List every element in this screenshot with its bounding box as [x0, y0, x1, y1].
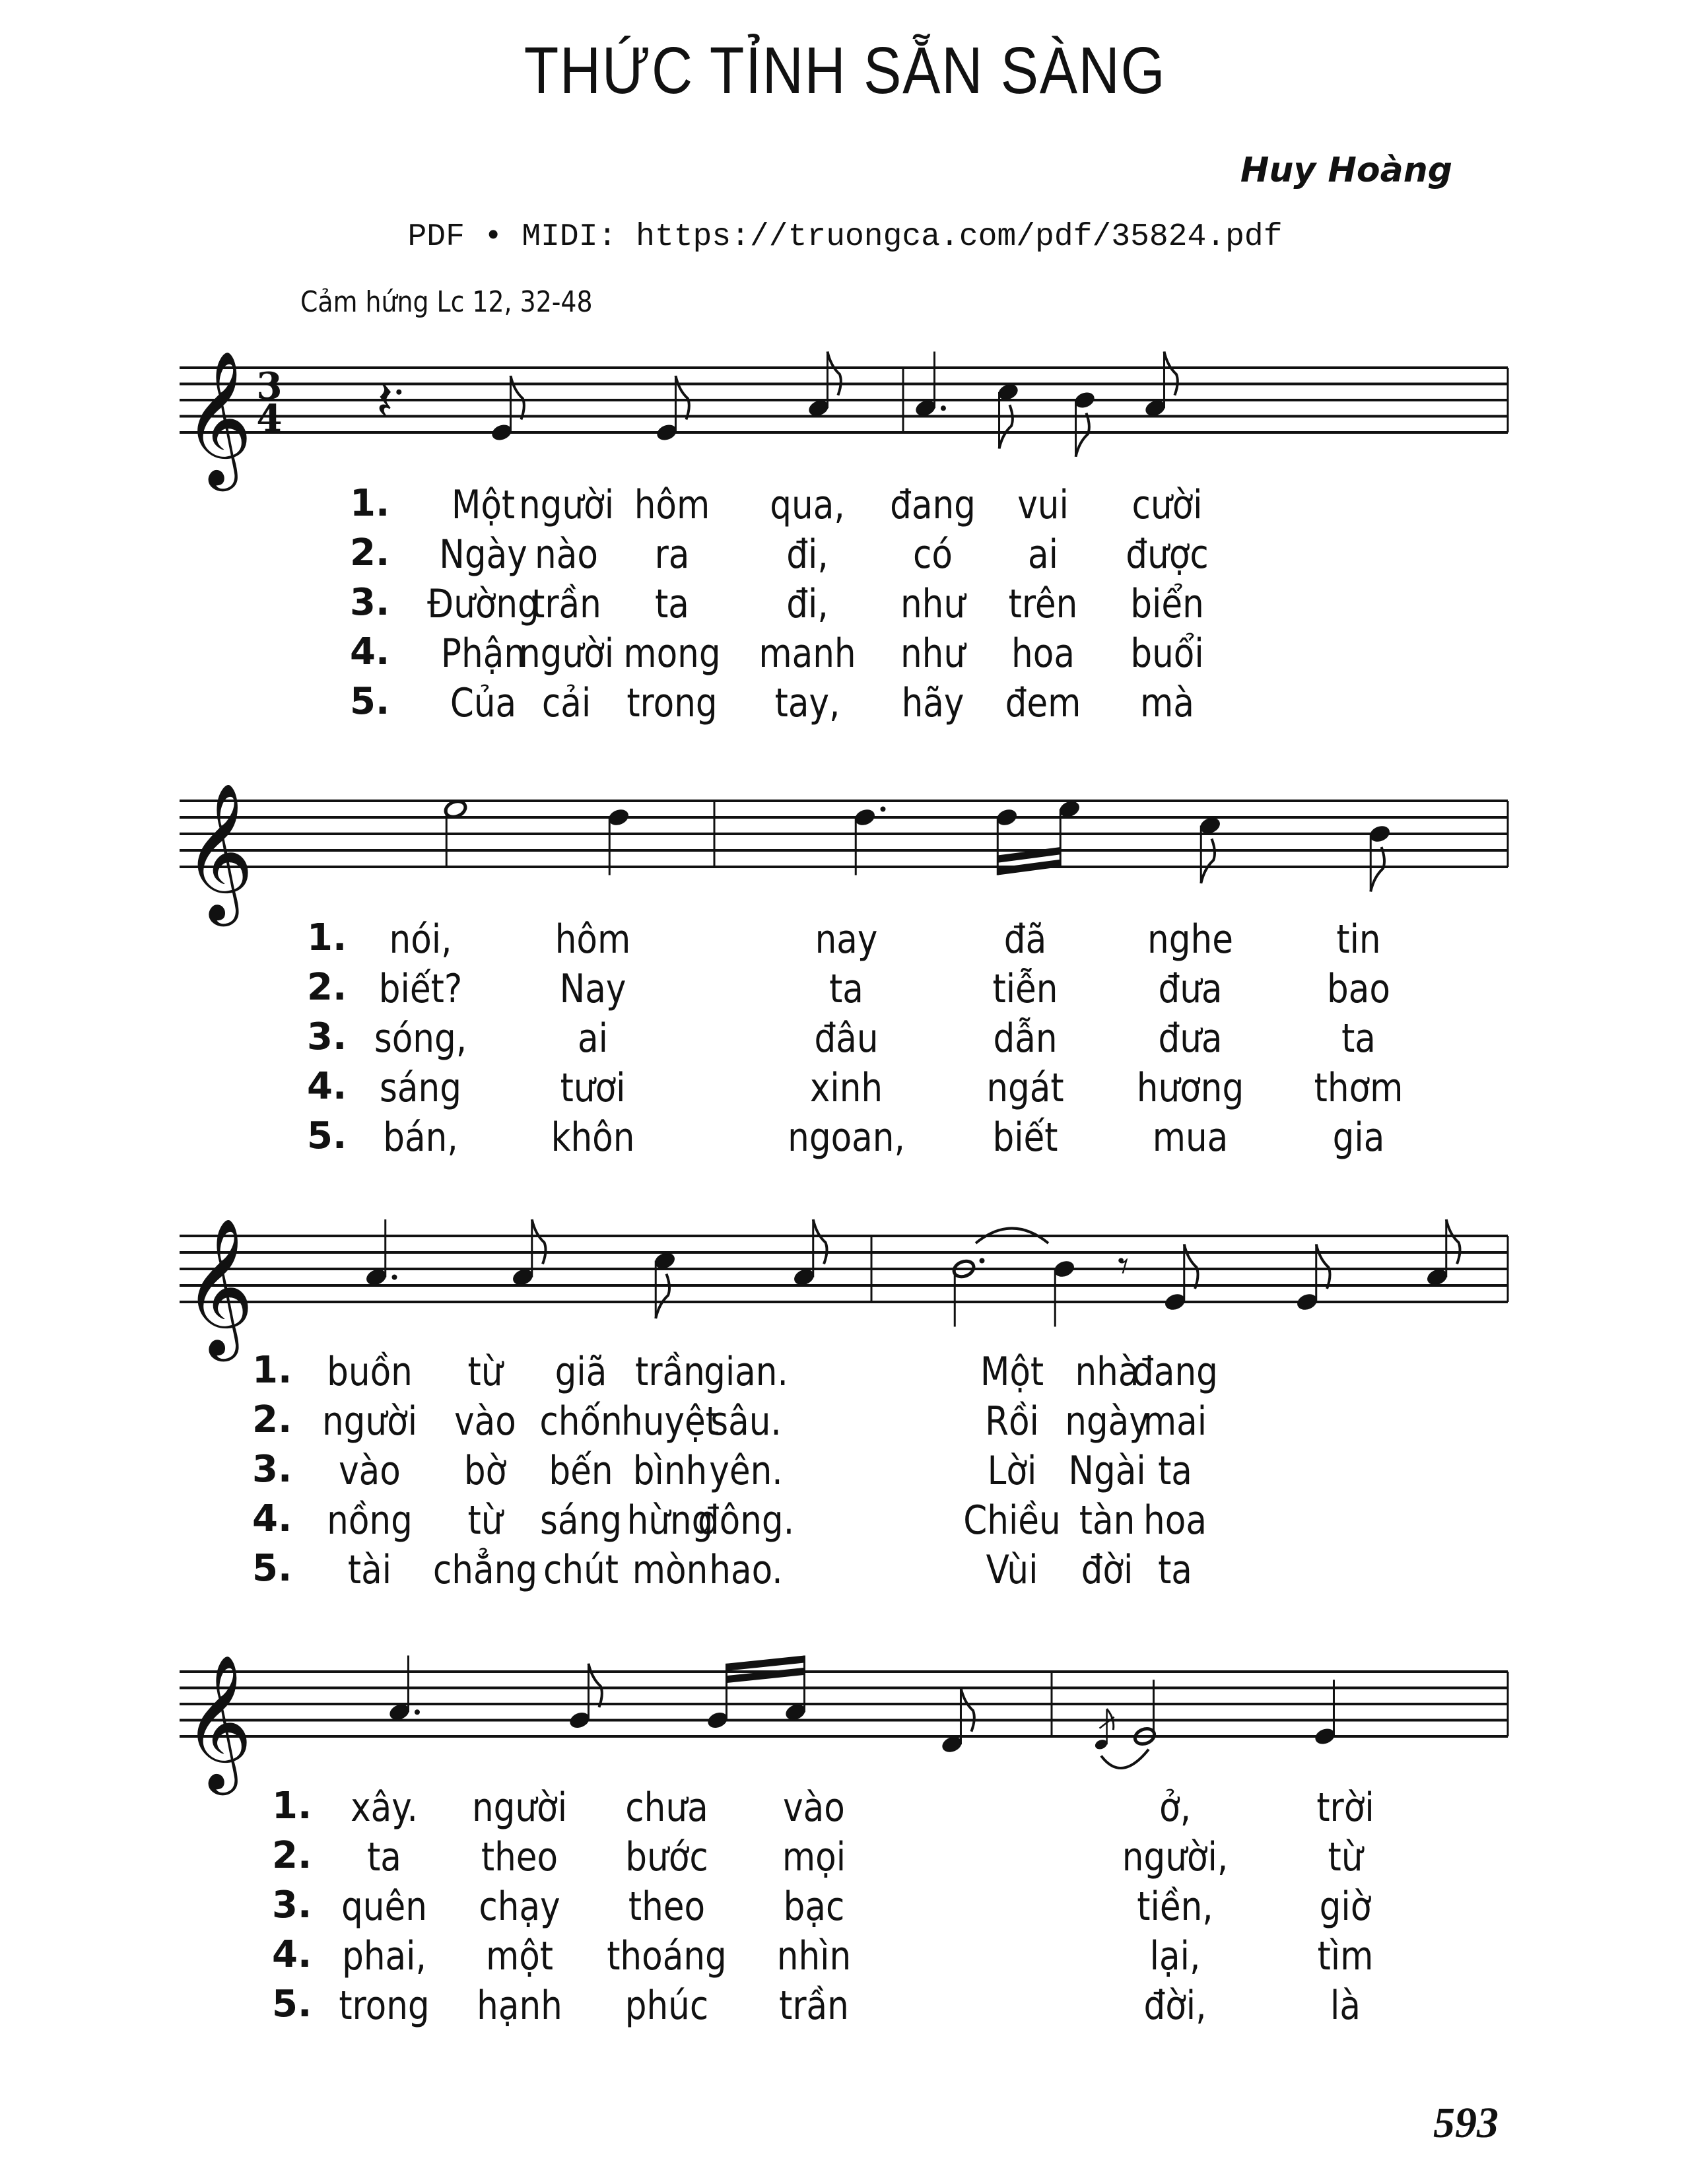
- lyric-word: như: [900, 631, 966, 677]
- verse-number: 5.: [307, 1114, 347, 1157]
- lyric-word: nồng: [327, 1497, 413, 1544]
- verse-row: [0, 1448, 1690, 1497]
- lyric-word: người: [518, 631, 615, 677]
- verse-row: [0, 1983, 1690, 2032]
- lyric-word: đi,: [786, 531, 828, 578]
- lyric-word: mong: [623, 631, 721, 677]
- verse-row: [0, 1015, 1690, 1065]
- lyric-word: sáng: [380, 1065, 461, 1111]
- lyric-word: ta: [367, 1834, 401, 1880]
- lyric-word: bờ: [463, 1448, 507, 1494]
- lyric-word: có: [913, 531, 953, 578]
- verse-row: [0, 531, 1690, 581]
- lyric-word: hoa: [1011, 631, 1075, 677]
- eighth-flag: [827, 352, 840, 395]
- eighth-flag: [1076, 413, 1089, 457]
- lyric-word: huyệt: [621, 1398, 719, 1445]
- verse-number: 2.: [252, 1398, 292, 1441]
- lyric-word: tìm: [1317, 1933, 1374, 1979]
- lyric-word: một: [485, 1933, 554, 1979]
- treble-clef-icon: 𝄞: [184, 782, 254, 920]
- lyric-word: biết?: [378, 966, 463, 1012]
- lyric-word: dẫn: [993, 1015, 1058, 1062]
- lyric-word: chốn: [539, 1398, 623, 1445]
- lyric-word: ai: [1028, 531, 1058, 578]
- lyric-word: qua,: [770, 482, 845, 528]
- lyric-word: mà: [1140, 680, 1194, 726]
- lyric-word: Ngài: [1068, 1448, 1146, 1494]
- lyric-word: người: [471, 1785, 568, 1831]
- lyric-word: bến: [549, 1448, 613, 1494]
- sixteenth-beam: [997, 860, 1060, 875]
- lyric-word: bình: [632, 1448, 708, 1494]
- lyric-word: đưa: [1158, 966, 1223, 1012]
- lyric-word: ở,: [1159, 1785, 1191, 1831]
- verse-number: 4.: [252, 1497, 292, 1540]
- lyric-word: sâu.: [710, 1398, 782, 1445]
- lyric-word: xây.: [351, 1785, 418, 1831]
- lyric-word: đi,: [786, 581, 828, 627]
- lyric-word: ta: [1158, 1448, 1192, 1494]
- verse-row: [0, 966, 1690, 1015]
- eighth-flag: [532, 1219, 546, 1264]
- lyric-word: nghe: [1147, 916, 1233, 963]
- time-signature: [256, 364, 282, 440]
- lyric-word: đã: [1003, 916, 1047, 963]
- lyric-word: đưa: [1158, 1015, 1223, 1062]
- verse-row: [0, 631, 1690, 680]
- lyric-word: ta: [1341, 1015, 1376, 1062]
- lyric-word: trời: [1316, 1785, 1374, 1831]
- lyric-word: sáng: [540, 1497, 622, 1544]
- lyric-word: ra: [654, 531, 690, 578]
- lyric-word: ai: [578, 1015, 608, 1062]
- scripture-inspiration: Cảm hứng Lc 12, 32-48: [300, 285, 593, 319]
- lyric-word: Của: [450, 680, 517, 726]
- lyric-word: Nay: [559, 966, 626, 1012]
- lyric-word: sóng,: [374, 1015, 467, 1062]
- verse-number: 5.: [272, 1983, 312, 2026]
- lyric-word: Đường: [427, 581, 539, 627]
- verse-number: 4.: [272, 1933, 312, 1976]
- lyric-word: chưa: [625, 1785, 708, 1831]
- eighth-rest-icon: 𝄾: [1118, 1241, 1130, 1291]
- lyric-word: hao.: [709, 1547, 783, 1593]
- lyric-word: trần: [779, 1983, 849, 2029]
- verse-row: [0, 1349, 1690, 1398]
- lyric-word: hôm: [634, 482, 710, 528]
- page-number: 593: [1433, 2099, 1499, 2147]
- verse-row: [0, 1785, 1690, 1834]
- verse-row: [0, 916, 1690, 966]
- lyric-word: là: [1330, 1983, 1361, 2029]
- verse-number: 5.: [252, 1547, 292, 1590]
- lyric-word: buổi: [1130, 631, 1204, 677]
- lyric-word: đang: [890, 482, 976, 528]
- lyric-word: vào: [454, 1398, 516, 1445]
- verse-row: [0, 1834, 1690, 1884]
- lyric-word: chẳng: [432, 1547, 538, 1593]
- lyric-word: mua: [1152, 1114, 1229, 1161]
- lyric-word: chút: [543, 1547, 619, 1593]
- lyric-word: vào: [339, 1448, 401, 1494]
- lyric-word: trần: [635, 1349, 705, 1395]
- lyric-word: nào: [535, 531, 598, 578]
- lyric-word: hôm: [555, 916, 631, 963]
- lyric-word: vui: [1017, 482, 1069, 528]
- lyric-word: mòn: [632, 1547, 708, 1593]
- lyric-word: nay: [815, 916, 878, 963]
- song-title: THỨC TỈNH SẴN SÀNG: [524, 34, 1166, 108]
- lyric-word: quên: [341, 1884, 427, 1930]
- lyric-word: theo: [481, 1834, 558, 1880]
- lyric-word: Một: [451, 482, 516, 528]
- verse-number: 3.: [252, 1448, 292, 1491]
- lyric-word: mọi: [782, 1834, 846, 1880]
- lyric-word: nói,: [389, 916, 452, 963]
- lyric-word: được: [1126, 531, 1209, 578]
- treble-clef-icon: 𝄞: [184, 349, 253, 485]
- lyric-word: thoáng: [607, 1933, 727, 1979]
- sixteenth-beam: [726, 1656, 804, 1671]
- lyric-word: tươi: [560, 1065, 626, 1111]
- verse-number: 1.: [307, 916, 347, 959]
- verse-row: [0, 1065, 1690, 1114]
- lyric-word: lại,: [1149, 1933, 1201, 1979]
- lyric-word: chạy: [479, 1884, 560, 1930]
- lyric-word: hừng: [626, 1497, 714, 1544]
- lyric-word: phai,: [342, 1933, 426, 1979]
- lyric-word: hạnh: [477, 1983, 562, 2029]
- lyric-word: ngát: [986, 1065, 1064, 1111]
- lyric-word: hương: [1136, 1065, 1244, 1111]
- eighth-flag: [961, 1688, 974, 1732]
- lyric-word: bước: [625, 1834, 708, 1880]
- eighth-flag: [1164, 352, 1177, 395]
- verse-number: 2.: [307, 966, 347, 1009]
- lyric-word: theo: [628, 1884, 706, 1930]
- quarter-rest-icon: 𝄽: [376, 368, 393, 433]
- lyric-word: ta: [655, 581, 689, 627]
- lyric-word: tiễn: [992, 966, 1058, 1012]
- lyric-word: Phận: [440, 631, 526, 677]
- lyric-word: khôn: [551, 1114, 635, 1161]
- lyric-word: thơm: [1314, 1065, 1403, 1111]
- verse-row: [0, 581, 1690, 631]
- lyric-word: xinh: [809, 1065, 883, 1111]
- lyric-word: bán,: [383, 1114, 458, 1161]
- verse-row: [0, 1398, 1690, 1448]
- lyric-word: người,: [1122, 1834, 1229, 1880]
- lyric-word: gia: [1332, 1114, 1385, 1161]
- verse-number: 1.: [252, 1349, 292, 1392]
- lyric-word: trên: [1008, 581, 1078, 627]
- eighth-flag: [510, 376, 524, 419]
- lyric-word: tin: [1336, 916, 1381, 963]
- verse-row: [0, 482, 1690, 531]
- eighth-flag: [675, 376, 689, 419]
- eighth-flag: [813, 1219, 827, 1264]
- lyric-word: nhìn: [776, 1933, 852, 1979]
- eighth-flag: [999, 405, 1013, 448]
- verse-row: [0, 1497, 1690, 1547]
- verse-number: 1.: [350, 482, 390, 525]
- slur: [1101, 1750, 1149, 1768]
- lyric-word: manh: [759, 631, 856, 677]
- composer-name: Huy Hoàng: [1240, 151, 1452, 190]
- verse-number: 1.: [272, 1785, 312, 1827]
- verse-row: [0, 1884, 1690, 1933]
- eighth-flag: [656, 1274, 669, 1319]
- verse-number: 4.: [307, 1065, 347, 1108]
- lyric-word: Ngày: [439, 531, 527, 578]
- lyric-word: bao: [1327, 966, 1390, 1012]
- svg-text:3: 3: [256, 364, 283, 408]
- lyric-word: giã: [555, 1349, 607, 1395]
- lyric-word: Một: [980, 1349, 1044, 1395]
- lyric-word: người: [321, 1398, 418, 1445]
- lyric-word: Vùi: [986, 1547, 1038, 1593]
- eighth-flag: [1184, 1245, 1198, 1289]
- sixteenth-beam: [726, 1668, 804, 1683]
- verse-row: [0, 1933, 1690, 1983]
- lyric-word: tiền,: [1137, 1884, 1213, 1930]
- verse-number: 4.: [350, 631, 390, 673]
- lyric-word: tay,: [774, 680, 840, 726]
- verse-number: 2.: [272, 1834, 312, 1877]
- verse-number: 3.: [272, 1884, 312, 1927]
- verse-number: 2.: [350, 531, 390, 574]
- lyric-word: yên.: [709, 1448, 783, 1494]
- lyric-word: vào: [783, 1785, 845, 1831]
- lyric-word: đem: [1005, 680, 1081, 726]
- lyric-word: buồn: [327, 1349, 413, 1395]
- lyric-word: ngày: [1065, 1398, 1149, 1445]
- lyric-word: trần: [531, 581, 601, 627]
- lyric-word: Chiều: [963, 1497, 1061, 1544]
- lyric-word: người: [518, 482, 615, 528]
- lyric-word: bạc: [783, 1884, 845, 1930]
- lyric-word: giờ: [1319, 1884, 1372, 1930]
- lyric-word: từ: [467, 1349, 503, 1395]
- lyric-word: cười: [1132, 482, 1203, 528]
- eighth-flag: [1201, 839, 1215, 884]
- lyric-word: mai: [1143, 1398, 1207, 1445]
- lyric-word: đâu: [814, 1015, 879, 1062]
- lyric-word: gian.: [704, 1349, 788, 1395]
- lyric-word: từ: [1328, 1834, 1363, 1880]
- lyric-word: nhà: [1075, 1349, 1139, 1395]
- lyric-word: tàn: [1079, 1497, 1135, 1544]
- lyric-word: tài: [347, 1547, 392, 1593]
- lyric-word: trong: [626, 680, 718, 726]
- lyric-word: ngoan,: [788, 1114, 905, 1161]
- verse-number: 3.: [307, 1015, 347, 1058]
- verse-number: 3.: [350, 581, 390, 624]
- lyric-word: hoa: [1143, 1497, 1207, 1544]
- lyric-word: đời,: [1143, 1983, 1207, 2029]
- eighth-flag: [1316, 1245, 1330, 1289]
- lyric-word: ta: [829, 966, 863, 1012]
- verse-number: 5.: [350, 680, 390, 723]
- lyric-word: biển: [1130, 581, 1204, 627]
- source-link[interactable]: PDF • MIDI: https://truongca.com/pdf/35824.pdf: [407, 219, 1283, 255]
- lyric-word: đời: [1081, 1547, 1133, 1593]
- lyric-word: đông.: [697, 1497, 795, 1544]
- lyric-word: biết: [992, 1114, 1058, 1161]
- lyric-word: từ: [467, 1497, 503, 1544]
- lyric-word: như: [900, 581, 966, 627]
- treble-clef-icon: 𝄞: [184, 1217, 254, 1355]
- treble-clef-icon: 𝄞: [184, 1653, 253, 1789]
- lyric-word: ta: [1158, 1547, 1192, 1593]
- lyric-word: hãy: [901, 680, 964, 726]
- lyric-word: phúc: [625, 1983, 709, 2029]
- svg-text:4: 4: [256, 397, 283, 440]
- lyric-word: đang: [1132, 1349, 1218, 1395]
- lyric-word: trong: [339, 1983, 430, 2029]
- eighth-flag: [1446, 1219, 1460, 1264]
- lyric-word: cải: [541, 680, 592, 726]
- lyric-word: Rồi: [985, 1398, 1039, 1445]
- eighth-flag: [588, 1664, 601, 1707]
- lyric-word: Lời: [987, 1448, 1037, 1494]
- eighth-flag: [1370, 847, 1384, 892]
